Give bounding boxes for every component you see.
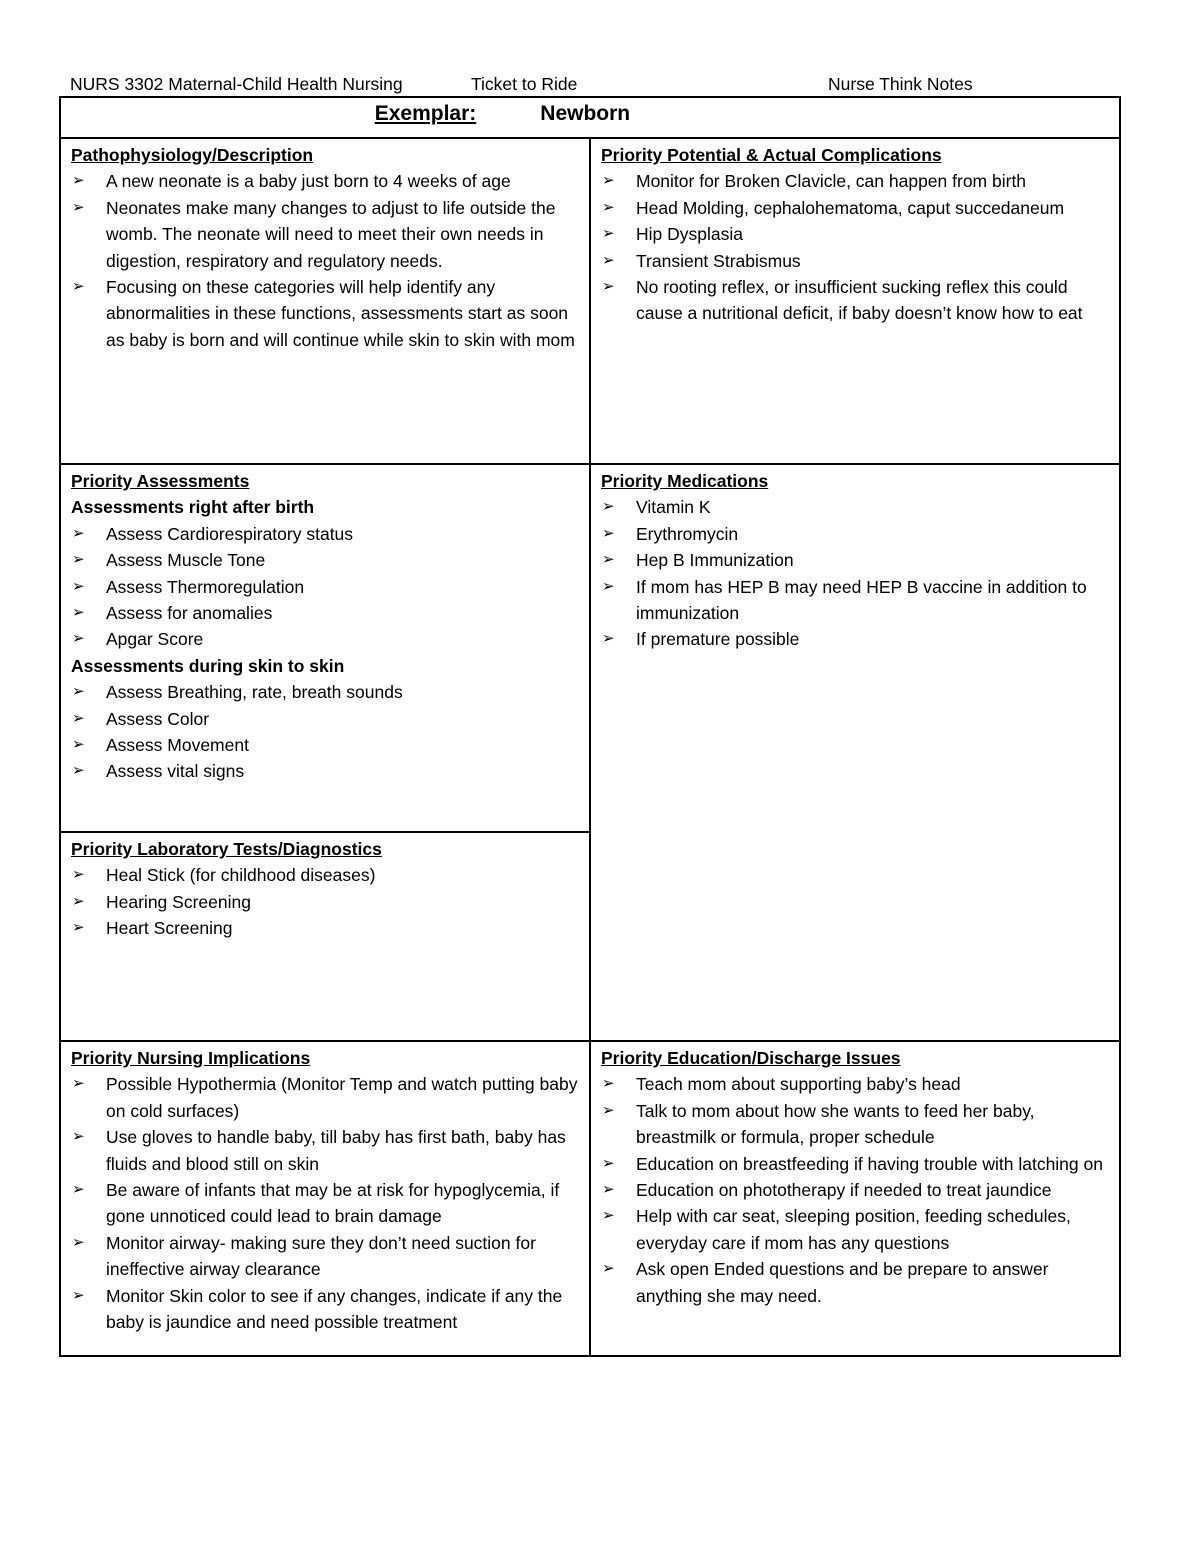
- list-item: [601, 1203, 1109, 1256]
- list-item: [71, 732, 579, 758]
- arrowhead-bullet-icon: ➢: [602, 251, 615, 269]
- arrowhead-bullet-icon: ➢: [602, 225, 615, 243]
- arrowhead-bullet-icon: ➢: [72, 683, 85, 701]
- list-item-text: Erythromycin: [636, 523, 739, 544]
- list-item-text: No rooting reflex, or insufficient sucking reflex this could cause a nutritional deficit, if baby doesn’t know how to eat: [636, 277, 1083, 324]
- list-item-text: Hip Dysplasia: [636, 224, 743, 245]
- labs-cell: [60, 832, 590, 1041]
- list-item: [601, 1098, 1109, 1151]
- list-item: [71, 1124, 579, 1177]
- exemplar-title: [375, 102, 786, 125]
- list-item-text: Monitor airway- making sure they don’t need suction for ineffective airway clearance: [106, 1232, 536, 1280]
- list-item: [71, 626, 579, 652]
- list-item: [71, 862, 579, 888]
- list-item-text: Hearing Screening: [106, 891, 251, 912]
- list-item-text: A new neonate is a baby just born to 4 weeks of age: [106, 171, 511, 192]
- patho-cell: [60, 138, 590, 464]
- list-item: [71, 706, 579, 732]
- list-item: [71, 1177, 579, 1230]
- arrowhead-bullet-icon: ➢: [602, 278, 615, 296]
- arrowhead-bullet-icon: ➢: [72, 630, 85, 648]
- list-item-text: Talk to mom about how she wants to feed her baby, breastmilk or formula, proper schedule: [636, 1100, 1035, 1148]
- education-list: [601, 1071, 1109, 1309]
- list-item-text: Assess Color: [106, 708, 210, 729]
- list-item: [601, 521, 1109, 547]
- arrowhead-bullet-icon: ➢: [602, 1260, 615, 1278]
- course-title: NURS 3302 Maternal-Child Health Nursing: [70, 74, 403, 94]
- labs-heading: Priority Laboratory Tests/Diagnostics: [71, 839, 382, 859]
- arrowhead-bullet-icon: ➢: [72, 892, 85, 910]
- exemplar-label: Exemplar:: [374, 102, 477, 125]
- list-item: [71, 574, 579, 600]
- assessments-group1-list: [71, 521, 579, 653]
- list-item-text: Ask open Ended questions and be prepare to answer anything she may need.: [636, 1259, 1049, 1306]
- arrowhead-bullet-icon: ➢: [602, 1101, 615, 1119]
- list-item: [71, 1071, 579, 1124]
- arrowhead-bullet-icon: ➢: [72, 762, 85, 780]
- list-item-text: Assess Movement: [106, 735, 249, 756]
- list-item-text: Help with car seat, sleeping position, feeding schedules, everyday care if mom has any questions: [636, 1206, 1071, 1253]
- list-item-text: Vitamin K: [636, 497, 711, 518]
- education-heading: Priority Education/Discharge Issues: [601, 1048, 901, 1068]
- list-item-text: Be aware of infants that may be at risk for hypoglycemia, if gone unnoticed could lead to brain damage: [106, 1180, 560, 1227]
- arrowhead-bullet-icon: ➢: [602, 1075, 615, 1093]
- medications-list: [601, 494, 1109, 652]
- list-item: [71, 915, 579, 941]
- arrowhead-bullet-icon: ➢: [72, 1286, 85, 1304]
- arrowhead-bullet-icon: ➢: [72, 709, 85, 727]
- arrowhead-bullet-icon: ➢: [72, 736, 85, 754]
- list-item-text: If premature possible: [636, 629, 800, 650]
- arrowhead-bullet-icon: ➢: [602, 524, 615, 542]
- complications-heading: Priority Potential & Actual Complications: [601, 145, 942, 165]
- list-item-text: Monitor for Broken Clavicle, can happen from birth: [636, 171, 1027, 192]
- arrowhead-bullet-icon: ➢: [72, 577, 85, 595]
- list-item: [71, 274, 579, 353]
- medications-heading: Priority Medications: [601, 471, 769, 491]
- assessments-cell: [60, 464, 590, 832]
- list-item-text: If mom has HEP B may need HEP B vaccine in addition to immunization: [636, 576, 1087, 624]
- list-item-text: Focusing on these categories will help identify any abnormalities in these functions, assessments start as soon as baby is born and will continue while skin to skin with mom: [106, 277, 575, 350]
- arrowhead-bullet-icon: ➢: [72, 604, 85, 622]
- medications-cell: [590, 464, 1120, 1041]
- arrowhead-bullet-icon: ➢: [72, 172, 85, 190]
- labs-list: [71, 862, 579, 941]
- list-item: [71, 889, 579, 915]
- arrowhead-bullet-icon: ➢: [72, 866, 85, 884]
- list-item: [601, 626, 1109, 652]
- list-item-text: Transient Strabismus: [636, 250, 801, 271]
- education-cell: [590, 1041, 1120, 1356]
- arrowhead-bullet-icon: ➢: [72, 524, 85, 542]
- exemplar-header-cell: [60, 97, 1120, 138]
- list-item: [601, 1256, 1109, 1309]
- list-item: [601, 221, 1109, 247]
- arrowhead-bullet-icon: ➢: [72, 551, 85, 569]
- list-item: [601, 494, 1109, 520]
- list-item-text: Head Molding, cephalohematoma, caput succedaneum: [636, 197, 1065, 218]
- list-item-text: Use gloves to handle baby, till baby has first bath, baby has fluids and blood still on skin: [106, 1127, 566, 1174]
- list-item-text: Teach mom about supporting baby’s head: [636, 1074, 961, 1095]
- list-item: [601, 1151, 1109, 1177]
- arrowhead-bullet-icon: ➢: [72, 919, 85, 937]
- list-item: [71, 168, 579, 194]
- arrowhead-bullet-icon: ➢: [72, 198, 85, 216]
- list-item: [601, 1071, 1109, 1097]
- list-item-text: Assess Muscle Tone: [106, 550, 266, 571]
- list-item-text: Education on phototherapy if needed to treat jaundice: [636, 1180, 1052, 1201]
- list-item-text: Assess vital signs: [106, 761, 245, 782]
- nursing-list: [71, 1071, 579, 1335]
- list-item-text: Assess Thermoregulation: [106, 576, 305, 597]
- list-item: [71, 195, 579, 274]
- list-item: [71, 679, 579, 705]
- list-item-text: Assess for anomalies: [106, 603, 273, 624]
- assessments-group1-heading: Assessments right after birth: [71, 497, 315, 518]
- list-item-text: Education on breastfeeding if having trouble with latching on: [636, 1153, 1103, 1174]
- assessments-heading: Priority Assessments: [71, 471, 250, 491]
- exemplar-value: Newborn: [540, 102, 631, 125]
- list-item: [71, 521, 579, 547]
- arrowhead-bullet-icon: ➢: [72, 1181, 85, 1199]
- list-item-text: Monitor Skin color to see if any changes, indicate if any the baby is jaundice and need possible treatment: [106, 1285, 563, 1333]
- complications-cell: [590, 138, 1120, 464]
- ticket-label: Ticket to Ride: [471, 74, 578, 94]
- arrowhead-bullet-icon: ➢: [602, 551, 615, 569]
- arrowhead-bullet-icon: ➢: [602, 1181, 615, 1199]
- list-item: [601, 248, 1109, 274]
- arrowhead-bullet-icon: ➢: [72, 278, 85, 296]
- assessments-group2-list: [71, 679, 579, 785]
- nursing-cell: [60, 1041, 590, 1356]
- arrowhead-bullet-icon: ➢: [602, 630, 615, 648]
- complications-list: [601, 168, 1109, 326]
- list-item-text: Apgar Score: [106, 629, 204, 650]
- arrowhead-bullet-icon: ➢: [602, 1207, 615, 1225]
- arrowhead-bullet-icon: ➢: [602, 172, 615, 190]
- list-item-text: Heal Stick (for childhood diseases): [106, 865, 376, 886]
- arrowhead-bullet-icon: ➢: [602, 498, 615, 516]
- patho-list: [71, 168, 579, 353]
- list-item: [601, 274, 1109, 327]
- notes-label: Nurse Think Notes: [828, 74, 973, 94]
- arrowhead-bullet-icon: ➢: [602, 1154, 615, 1172]
- list-item: [601, 547, 1109, 573]
- list-item-text: Assess Cardiorespiratory status: [106, 523, 354, 544]
- list-item: [601, 168, 1109, 194]
- list-item: [71, 600, 579, 626]
- nursing-heading: Priority Nursing Implications: [71, 1048, 311, 1068]
- list-item: [601, 574, 1109, 627]
- exemplar-table: [59, 96, 1121, 1357]
- arrowhead-bullet-icon: ➢: [72, 1128, 85, 1146]
- list-item-text: Hep B Immunization: [636, 550, 794, 571]
- arrowhead-bullet-icon: ➢: [72, 1075, 85, 1093]
- arrowhead-bullet-icon: ➢: [72, 1233, 85, 1251]
- list-item: [71, 547, 579, 573]
- list-item-text: Possible Hypothermia (Monitor Temp and watch putting baby on cold surfaces): [106, 1074, 578, 1121]
- arrowhead-bullet-icon: ➢: [602, 198, 615, 216]
- list-item-text: Heart Screening: [106, 918, 233, 939]
- assessments-group2-heading: Assessments during skin to skin: [71, 655, 345, 676]
- list-item: [601, 195, 1109, 221]
- list-item: [71, 758, 579, 784]
- list-item: [601, 1177, 1109, 1203]
- list-item: [71, 1230, 579, 1283]
- patho-heading: Pathophysiology/Description: [71, 145, 314, 165]
- list-item: [71, 1283, 579, 1336]
- list-item-text: Neonates make many changes to adjust to life outside the womb. The neonate will need to meet their own needs in digestion, respiratory and regulatory needs.: [106, 197, 556, 271]
- arrowhead-bullet-icon: ➢: [602, 577, 615, 595]
- list-item-text: Assess Breathing, rate, breath sounds: [106, 682, 403, 703]
